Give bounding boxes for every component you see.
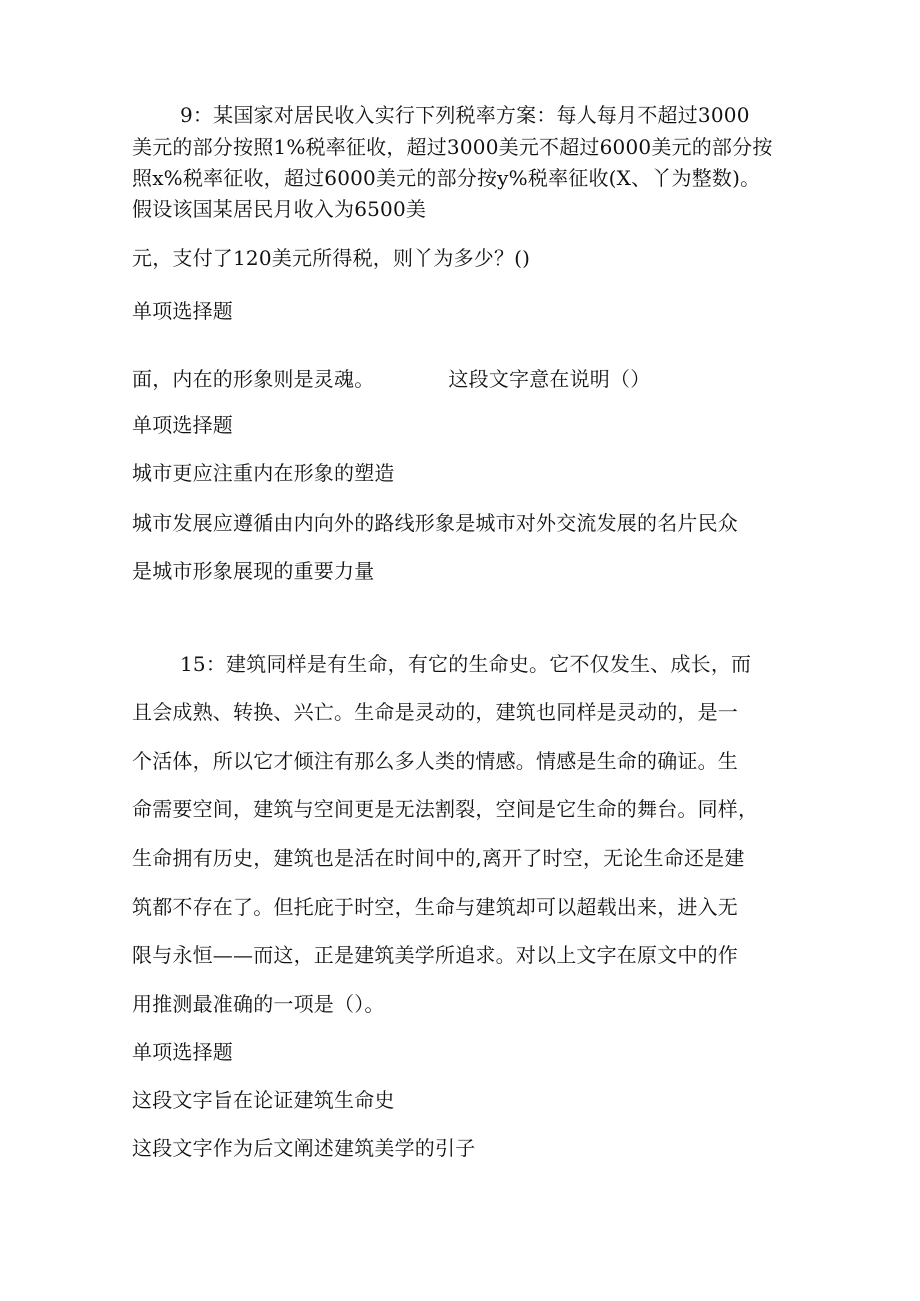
city-stem-part-2: 这段文字意在说明（） (448, 367, 651, 391)
q15-stem-line-1: 15：建筑同样是有生命，有它的生命史。它不仅发生、成长，而 (180, 652, 752, 676)
q15-stem-line-3: 个活体，所以它才倾注有那么多人类的情感。情感是生命的确证。生 (132, 749, 738, 773)
q15-option-2: 这段文字作为后文阐述建筑美学的引子 (132, 1136, 476, 1160)
q15-stem-line-4: 命需要空间，建筑与空间更是无法割裂，空间是它生命的舞台。同样， (132, 797, 759, 821)
city-option-1: 城市更应注重内在形象的塑造 (132, 461, 395, 485)
city-option-3: 是城市形象展现的重要力量 (132, 559, 375, 583)
q9-stem-line-2: 美元的部分按照1%税率征收，超过3000美元不超过6000美元的部分按 (132, 135, 773, 159)
q15-stem-line-7: 限与永恒——而这，正是建筑美学所追求。对以上文字在原文中的作 (132, 943, 738, 967)
city-question-stem (132, 366, 650, 392)
city-question-type: 单项选择题 (132, 413, 233, 437)
q9-question-type: 单项选择题 (132, 299, 233, 323)
city-option-2: 城市发展应遵循由内向外的路线形象是城市对外交流发展的名片民众 (132, 511, 738, 535)
q9-stem-line-3: 照x%税率征收，超过6000美元的部分按y%税率征收(X、丫为整数)。 (132, 166, 761, 190)
q15-stem-line-8: 用推测最准确的一项是（）。 (132, 992, 385, 1016)
q15-question-type: 单项选择题 (132, 1040, 233, 1064)
q9-stem-line-1: 9：某国家对居民收入实行下列税率方案：每人每月不超过3000 (180, 103, 750, 127)
q15-stem-line-5: 生命拥有历史，建筑也是活在时间中的,离开了时空，无论生命还是建 (132, 846, 745, 870)
q15-option-1: 这段文字旨在论证建筑生命史 (132, 1088, 395, 1112)
city-stem-part-1: 面，内在的形象则是灵魂。 (132, 367, 375, 391)
q9-stem-line-5: 元，支付了120美元所得税，则丫为多少？() (132, 246, 531, 270)
q15-stem-line-2: 且会成熟、转换、兴亡。生命是灵动的，建筑也同样是灵动的，是一 (132, 700, 738, 724)
q15-stem-line-6: 筑都不存在了。但托庇于时空，生命与建筑却可以超载出来，进入无 (132, 895, 738, 919)
q9-stem-line-4: 假设该国某居民月收入为6500美 (132, 197, 427, 221)
